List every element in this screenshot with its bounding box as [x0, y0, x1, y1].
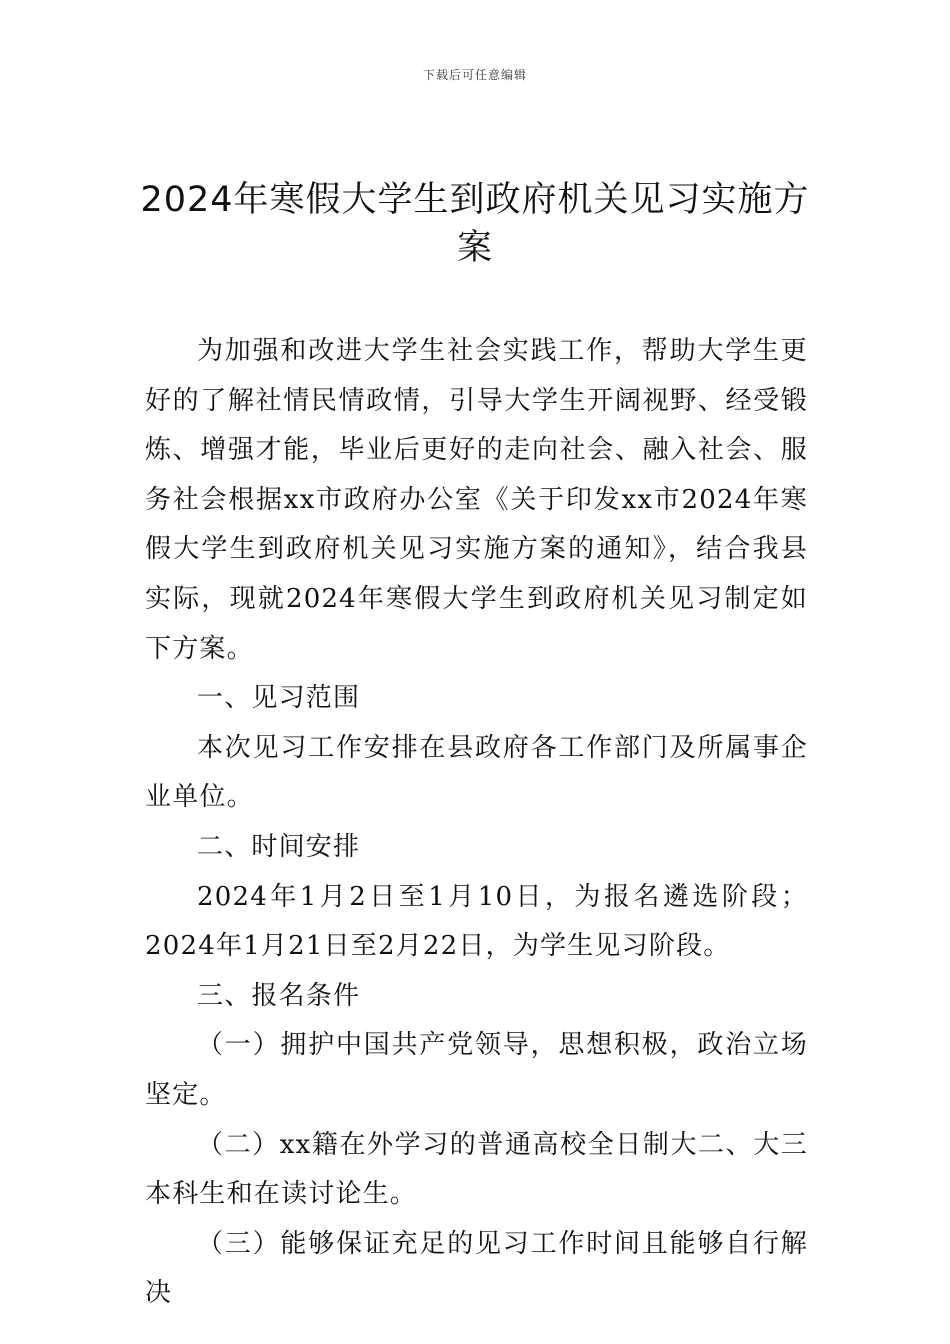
section-heading-requirements: 三、报名条件 — [197, 980, 361, 1011]
paragraph-scope: 本次见习工作安排在县政府各工作部门及所属事企业单位。 — [145, 732, 808, 813]
paragraph-requirement-1: （一）拥护中国共产党领导，思想积极，政治立场坚定。 — [145, 1030, 808, 1110]
paragraph-requirement-2: （二）xx籍在外学习的普通高校全日制大二、大三本科生和在读讨论生。 — [145, 1129, 808, 1210]
document-title: 2024年寒假大学生到政府机关见习实施方案 — [140, 180, 810, 268]
section-heading-scope: 一、见习范围 — [197, 683, 361, 714]
header-note: 下载后可任意编辑 — [422, 68, 527, 82]
section-heading-schedule: 二、时间安排 — [197, 831, 361, 862]
paragraph-requirement-3: （三）能够保证充足的见习工作时间且能够自行解决 — [145, 1228, 808, 1309]
document-body — [145, 327, 808, 1319]
paragraph-schedule: 2024年1月2日至1月10日，为报名遴选阶段；2024年1月21日至2月22日，为学生见习阶段。 — [145, 881, 808, 962]
paragraph-intro: 为加强和改进大学生社会实践工作，帮助大学生更好的了解社情民情政情，引导大学生开阔视野、经受锻炼、增强才能，毕业后更好的走向社会、融入社会、服务社会根据xx市政府办公室《关于印发xx市2024年寒假大学生到政府机关见习实施方案的通知》，结合我县实际，现就2024年寒假大学生到政府机关见习制定如下方案。 — [145, 336, 808, 664]
